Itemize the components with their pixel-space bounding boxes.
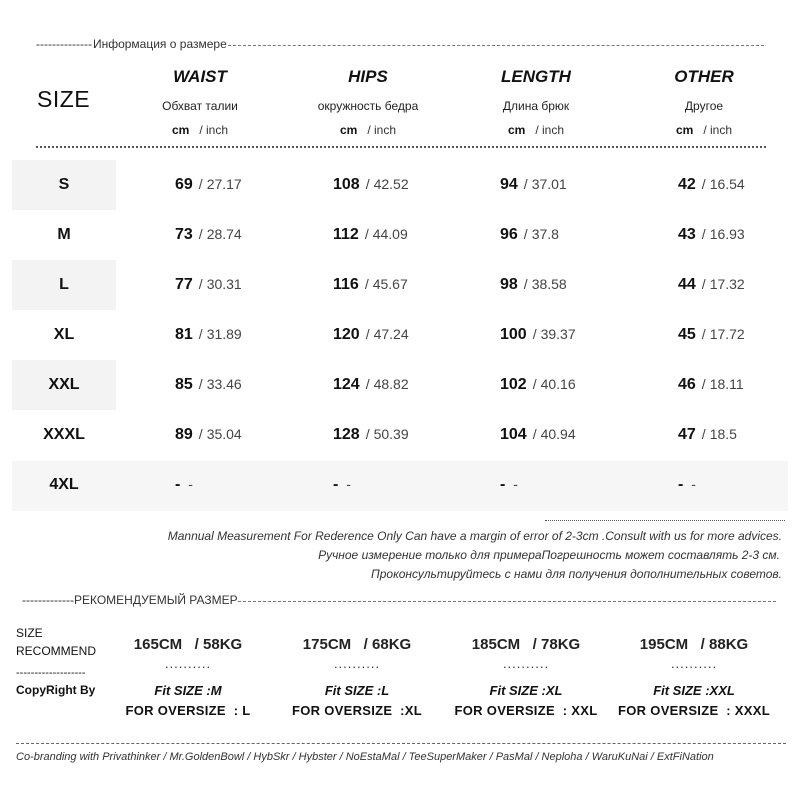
table-cell	[333, 426, 493, 444]
oversize-recommendation: FOR OVERSIZE :XL	[291, 703, 423, 718]
cell-cm-value: 94	[500, 176, 518, 193]
size-label-line: SIZE	[16, 626, 43, 640]
cell-inch-value: -	[691, 476, 696, 492]
cell-inch-value: 40.94	[540, 426, 576, 442]
size-label-s: S	[58, 176, 70, 193]
dots-separator: ..........	[333, 656, 381, 671]
cell-cm-value: 69	[175, 176, 193, 193]
cell-separator: /	[364, 276, 369, 292]
table-cell	[333, 226, 493, 244]
cell-cm-value: 81	[175, 326, 193, 343]
cell-cm-value: 108	[333, 176, 360, 193]
cell-cm-value: 98	[500, 276, 518, 293]
dots-separator: ..........	[502, 656, 550, 671]
table-cell	[333, 326, 493, 344]
table-cell	[175, 226, 335, 244]
cell-inch-value: 17.32	[709, 276, 745, 292]
recommend-dashes: -------------	[22, 593, 74, 607]
height-weight	[277, 636, 437, 653]
cell-inch-value: 16.93	[709, 226, 745, 242]
column-title: HIPS	[348, 67, 388, 86]
table-cell	[175, 326, 335, 344]
weight-value: / 58KG	[194, 636, 243, 653]
cell-inch-value: 37.8	[531, 226, 559, 242]
recommend-dash-fill	[238, 601, 776, 602]
table-cell	[500, 326, 660, 344]
height-weight	[108, 636, 268, 653]
column-head-length	[456, 67, 616, 137]
table-cell	[333, 476, 493, 494]
column-unit	[288, 123, 448, 137]
cell-cm-value: 85	[175, 376, 193, 393]
cell-cm-value: 100	[500, 326, 527, 343]
cell-cm-value: 42	[678, 176, 696, 193]
cell-cm-value: 128	[333, 426, 360, 443]
weight-value: / 88KG	[700, 636, 749, 653]
cell-inch-value: 44.09	[372, 226, 408, 242]
oversize-recommendation: FOR OVERSIZE : L	[125, 703, 251, 718]
size-label-4xl: 4XL	[49, 476, 79, 493]
cell-separator: /	[532, 326, 537, 342]
cell-cm-value: 102	[500, 376, 527, 393]
cell-separator: /	[701, 226, 706, 242]
cell-inch-value: 18.5	[709, 426, 737, 442]
cell-separator: /	[198, 176, 203, 192]
size-label-xxxl: XXXL	[43, 426, 85, 443]
cell-separator: /	[532, 426, 537, 442]
cell-separator: /	[523, 276, 528, 292]
cell-inch-value: 28.74	[206, 226, 242, 242]
dots-separator: ..........	[670, 656, 718, 671]
cell-separator: /	[198, 426, 203, 442]
cell-inch-value: 16.54	[709, 176, 745, 192]
cell-inch-value: 31.89	[206, 326, 242, 342]
height-weight	[614, 636, 774, 653]
unit-inch: / inch	[703, 123, 733, 137]
cell-separator: /	[365, 326, 370, 342]
table-cell	[500, 226, 660, 244]
fit-size: Fit SIZE :XXL	[653, 683, 735, 698]
size-info-header	[36, 37, 764, 51]
cell-cm-value: -	[175, 476, 181, 493]
cell-cm-value: 124	[333, 376, 360, 393]
column-subtitle: Другое	[684, 99, 724, 113]
cell-cm-value: 104	[500, 426, 527, 443]
footer-divider	[16, 743, 786, 744]
cell-separator: /	[198, 276, 203, 292]
column-unit	[120, 123, 280, 137]
cell-separator: /	[523, 226, 528, 242]
cell-inch-value: 48.82	[373, 376, 409, 392]
size-heading: SIZE	[37, 86, 91, 112]
table-cell	[500, 276, 660, 294]
column-head-other	[624, 67, 784, 137]
cell-inch-value: 35.04	[206, 426, 242, 442]
cell-separator: /	[701, 276, 706, 292]
table-cell	[175, 176, 335, 194]
cell-inch-value: 17.72	[709, 326, 745, 342]
fit-size: Fit SIZE :L	[324, 683, 390, 698]
cell-cm-value: 43	[678, 226, 696, 243]
cell-cm-value: 77	[175, 276, 193, 293]
column-title: WAIST	[173, 67, 227, 86]
header-dashes: --------------	[36, 37, 92, 51]
table-cell	[333, 276, 493, 294]
table-cell	[678, 326, 800, 344]
cell-separator: /	[198, 226, 203, 242]
column-title: OTHER	[674, 67, 734, 86]
cell-inch-value: -	[188, 476, 193, 492]
cell-separator: /	[523, 176, 528, 192]
recommend-column	[614, 636, 774, 718]
table-cell	[678, 376, 800, 394]
note-russian-2: Проконсультируйтесь с нами для получения дополнительных советов.	[371, 567, 782, 581]
recommend-label-line: RECOMMEND	[16, 644, 96, 658]
cell-separator: /	[365, 426, 370, 442]
column-head-waist	[120, 67, 280, 137]
cell-separator	[685, 476, 689, 492]
table-cell	[678, 176, 800, 194]
table-cell	[678, 476, 800, 494]
recommend-column	[446, 636, 606, 718]
co-branding-footer: Co-branding with Privathinker / Mr.GoldenBowl / HybSkr / Hybster / NoEstaMal / TeeSuperMaker / PasMal / Neploha / WaruKuNai / ExtFiNation	[16, 751, 714, 763]
fit-size: Fit SIZE :XL	[489, 683, 563, 698]
header-dash-fill	[228, 45, 764, 46]
column-subtitle: Длина брюк	[502, 99, 570, 113]
cell-inch-value: 42.52	[373, 176, 409, 192]
table-cell	[500, 426, 660, 444]
column-subtitle: Обхват талии	[162, 99, 238, 113]
cell-inch-value: 45.67	[372, 276, 408, 292]
column-title: LENGTH	[501, 67, 571, 86]
table-cell	[678, 226, 800, 244]
cell-cm-value: 45	[678, 326, 696, 343]
cell-cm-value: 116	[333, 276, 359, 293]
cell-inch-value: -	[346, 476, 351, 492]
cell-cm-value: 47	[678, 426, 696, 443]
unit-cm: cm	[507, 123, 526, 137]
cell-inch-value: -	[513, 476, 518, 492]
recommend-header	[22, 593, 776, 607]
table-cell	[500, 476, 660, 494]
unit-cm: cm	[339, 123, 358, 137]
cell-separator: /	[365, 376, 370, 392]
column-head-hips	[288, 67, 448, 137]
cell-inch-value: 37.01	[531, 176, 567, 192]
unit-cm: cm	[171, 123, 190, 137]
unit-inch: / inch	[199, 123, 229, 137]
height-value: 185CM	[471, 636, 521, 653]
notes-divider	[545, 520, 785, 521]
cell-inch-value: 27.17	[206, 176, 242, 192]
cell-separator: /	[198, 326, 203, 342]
size-label-xl: XL	[53, 326, 75, 343]
unit-inch: / inch	[535, 123, 565, 137]
cell-inch-value: 33.46	[206, 376, 242, 392]
dots-separator: ..........	[164, 656, 212, 671]
left-divider: -------------------	[16, 667, 86, 679]
height-value: 195CM	[639, 636, 689, 653]
table-cell	[500, 176, 660, 194]
cell-inch-value: 40.16	[540, 376, 576, 392]
header-title: Информация о размере	[92, 37, 227, 51]
cell-inch-value: 39.37	[540, 326, 576, 342]
cell-cm-value: -	[678, 476, 684, 493]
table-cell	[500, 376, 660, 394]
cell-cm-value: 46	[678, 376, 696, 393]
table-cell	[175, 476, 335, 494]
cell-separator: /	[701, 426, 706, 442]
unit-cm: cm	[675, 123, 694, 137]
cell-cm-value: -	[500, 476, 506, 493]
cell-separator: /	[198, 376, 203, 392]
cell-separator: /	[701, 176, 706, 192]
cell-cm-value: 112	[333, 226, 359, 243]
note-english: Mannual Measurement For Rederence Only Can have a margin of error of 2-3cm .Consult with us for more advices.	[167, 529, 782, 543]
table-cell	[175, 376, 335, 394]
cell-separator: /	[701, 376, 706, 392]
oversize-recommendation: FOR OVERSIZE : XXL	[454, 703, 598, 718]
column-unit	[624, 123, 784, 137]
cell-separator: /	[532, 376, 537, 392]
size-label-xxl: XXL	[48, 376, 80, 393]
fit-size: Fit SIZE :M	[154, 683, 222, 698]
recommend-column	[108, 636, 268, 718]
table-cell	[678, 426, 800, 444]
cell-cm-value: 96	[500, 226, 518, 243]
cell-cm-value: 73	[175, 226, 193, 243]
header-divider	[36, 146, 766, 148]
cell-separator	[182, 476, 186, 492]
cell-separator	[507, 476, 511, 492]
cell-inch-value: 18.11	[709, 376, 744, 392]
size-label-m: M	[57, 226, 71, 243]
cell-cm-value: 44	[678, 276, 696, 293]
cell-cm-value: 89	[175, 426, 193, 443]
cell-inch-value: 50.39	[373, 426, 409, 442]
cell-separator: /	[365, 176, 370, 192]
cell-inch-value: 30.31	[206, 276, 242, 292]
copyright-label: CopyRight By	[16, 683, 96, 697]
size-recommend-label	[16, 624, 96, 660]
table-cell	[175, 276, 335, 294]
recommend-column	[277, 636, 437, 718]
weight-value: / 68KG	[363, 636, 412, 653]
cell-separator	[340, 476, 344, 492]
weight-value: / 78KG	[532, 636, 581, 653]
height-value: 175CM	[302, 636, 352, 653]
cell-separator: /	[364, 226, 369, 242]
table-cell	[333, 376, 493, 394]
oversize-recommendation: FOR OVERSIZE : XXXL	[618, 703, 770, 718]
column-unit	[456, 123, 616, 137]
cell-inch-value: 47.24	[373, 326, 409, 342]
height-weight	[446, 636, 606, 653]
height-value: 165CM	[133, 636, 183, 653]
cell-cm-value: 120	[333, 326, 360, 343]
unit-inch: / inch	[367, 123, 397, 137]
size-label-l: L	[59, 276, 69, 293]
cell-cm-value: -	[333, 476, 339, 493]
cell-separator: /	[701, 326, 706, 342]
cell-inch-value: 38.58	[531, 276, 567, 292]
table-cell	[333, 176, 493, 194]
table-cell	[175, 426, 335, 444]
table-cell	[678, 276, 800, 294]
column-subtitle: окружность бедра	[317, 99, 419, 113]
note-russian-1: Ручное измерение только для примераПогрешность может составлять 2-3 см.	[318, 548, 780, 562]
recommend-title: РЕКОМЕНДУЕМЫЙ РАЗМЕР	[73, 593, 238, 607]
